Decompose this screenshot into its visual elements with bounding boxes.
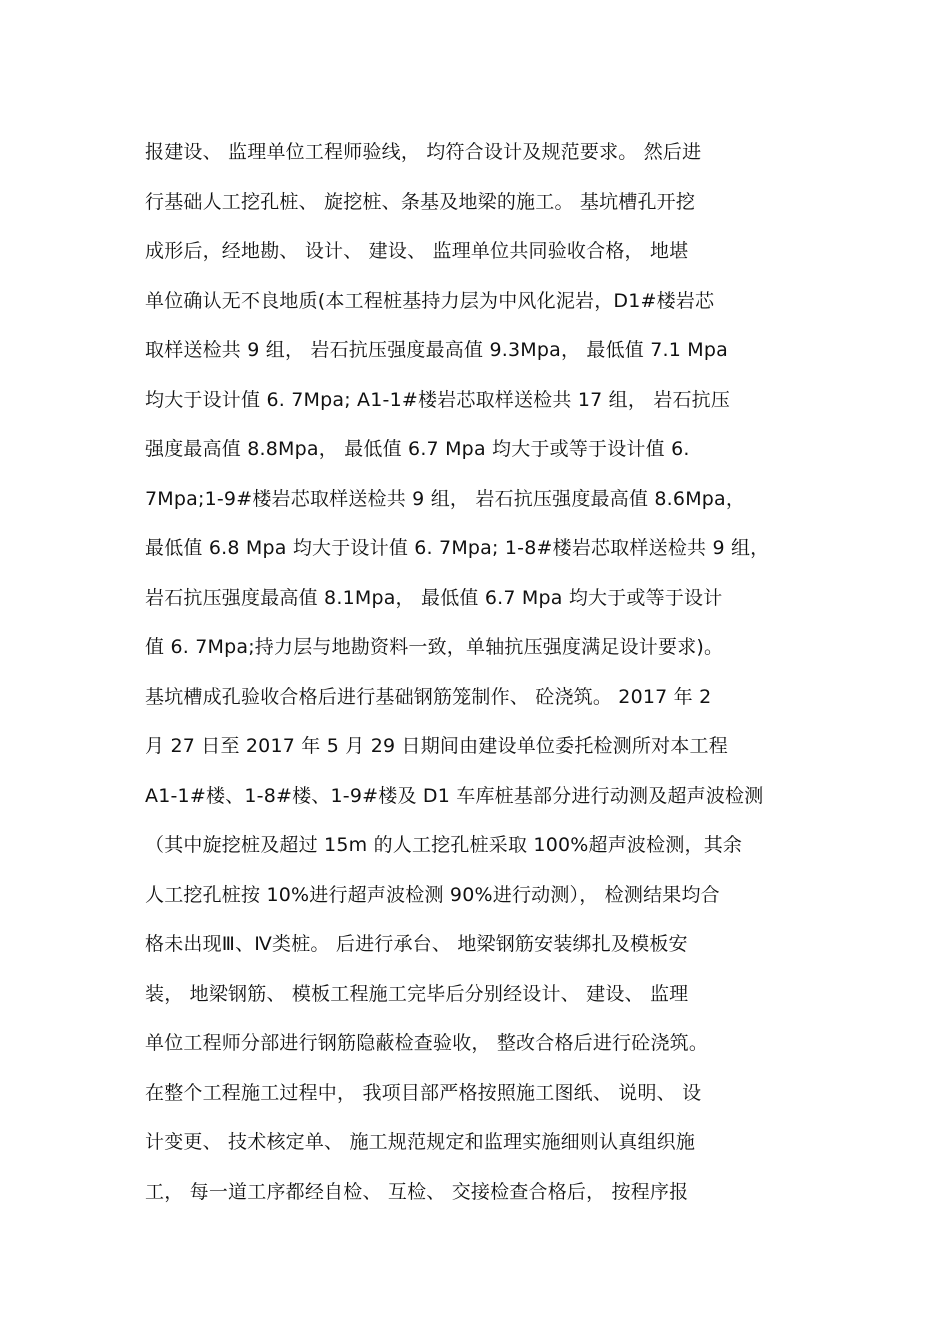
text-line: 取样送检共 9 组， 岩石抗压强度最高值 9.3Mpa， 最低值 7.1 Mpa xyxy=(145,339,728,361)
text-line: A1-1#楼、1-8#楼、1-9#楼及 D1 车库桩基部分进行动测及超声波检测 xyxy=(145,784,764,807)
text-line: 单位工程师分部进行钢筋隐蔽检查验收， 整改合格后进行砼浇筑。 xyxy=(145,1032,709,1054)
text-line: 单位确认无不良地质(本工程桩基持力层为中风化泥岩，D1#楼岩芯 xyxy=(145,289,715,312)
text-line: 装， 地梁钢筋、 模板工程施工完毕后分别经设计、 建设、 监理 xyxy=(145,982,689,1005)
text-line: 7Mpa;1-9#楼岩芯取样送检共 9 组， 岩石抗压强度最高值 8.6Mpa， xyxy=(145,487,746,510)
text-line: 成形后，经地勘、 设计、 建设、 监理单位共同验收合格， 地堪 xyxy=(145,240,689,262)
text-line: 最低值 6.8 Mpa 均大于设计值 6. 7Mpa; 1-8#楼岩芯取样送检共 9 组， xyxy=(145,537,770,559)
text-line: 格未出现Ⅲ、Ⅳ类桩。 后进行承台、 地梁钢筋安装绑扎及模板安 xyxy=(145,933,688,955)
text-line: 在整个工程施工过程中， 我项目部严格按照施工图纸、 说明、 设 xyxy=(145,1081,702,1104)
text-line: 基坑槽成孔验收合格后进行基础钢筋笼制作、 砼浇筑。 2017 年 2 xyxy=(145,685,712,708)
text-line: 工， 每一道工序都经自检、 互检、 交接检查合格后， 按程序报 xyxy=(145,1180,689,1203)
text-line: 报建设、 监理单位工程师验线， 均符合设计及规范要求。 然后进 xyxy=(145,141,702,163)
text-line: 均大于设计值 6. 7Mpa; A1-1#楼岩芯取样送检共 17 组， 岩石抗压 xyxy=(145,388,731,411)
text-line: 月 27 日至 2017 年 5 月 29 日期间由建设单位委托检测所对本工程 xyxy=(145,735,728,757)
text-line: 岩石抗压强度最高值 8.1Mpa， 最低值 6.7 Mpa 均大于或等于设计 xyxy=(145,586,723,609)
text-line: 人工挖孔桩按 10%进行超声波检测 90%进行动测）， 检测结果均合 xyxy=(145,883,720,906)
text-line: 值 6. 7Mpa;持力层与地勘资料一致，单轴抗压强度满足设计要求)。 xyxy=(145,636,724,658)
body-paragraph xyxy=(145,134,815,1223)
text-line: 计变更、 技术核定单、 施工规范规定和监理实施细则认真组织施 xyxy=(145,1131,696,1153)
text-line: 强度最高值 8.8Mpa， 最低值 6.7 Mpa 均大于或等于设计值 6. xyxy=(145,438,690,460)
text-line: 行基础人工挖孔桩、 旋挖桩、条基及地梁的施工。 基坑槽孔开挖 xyxy=(145,190,696,213)
text-line: （其中旋挖桩及超过 15m 的人工挖孔桩采取 100%超声波检测，其余 xyxy=(145,834,743,856)
